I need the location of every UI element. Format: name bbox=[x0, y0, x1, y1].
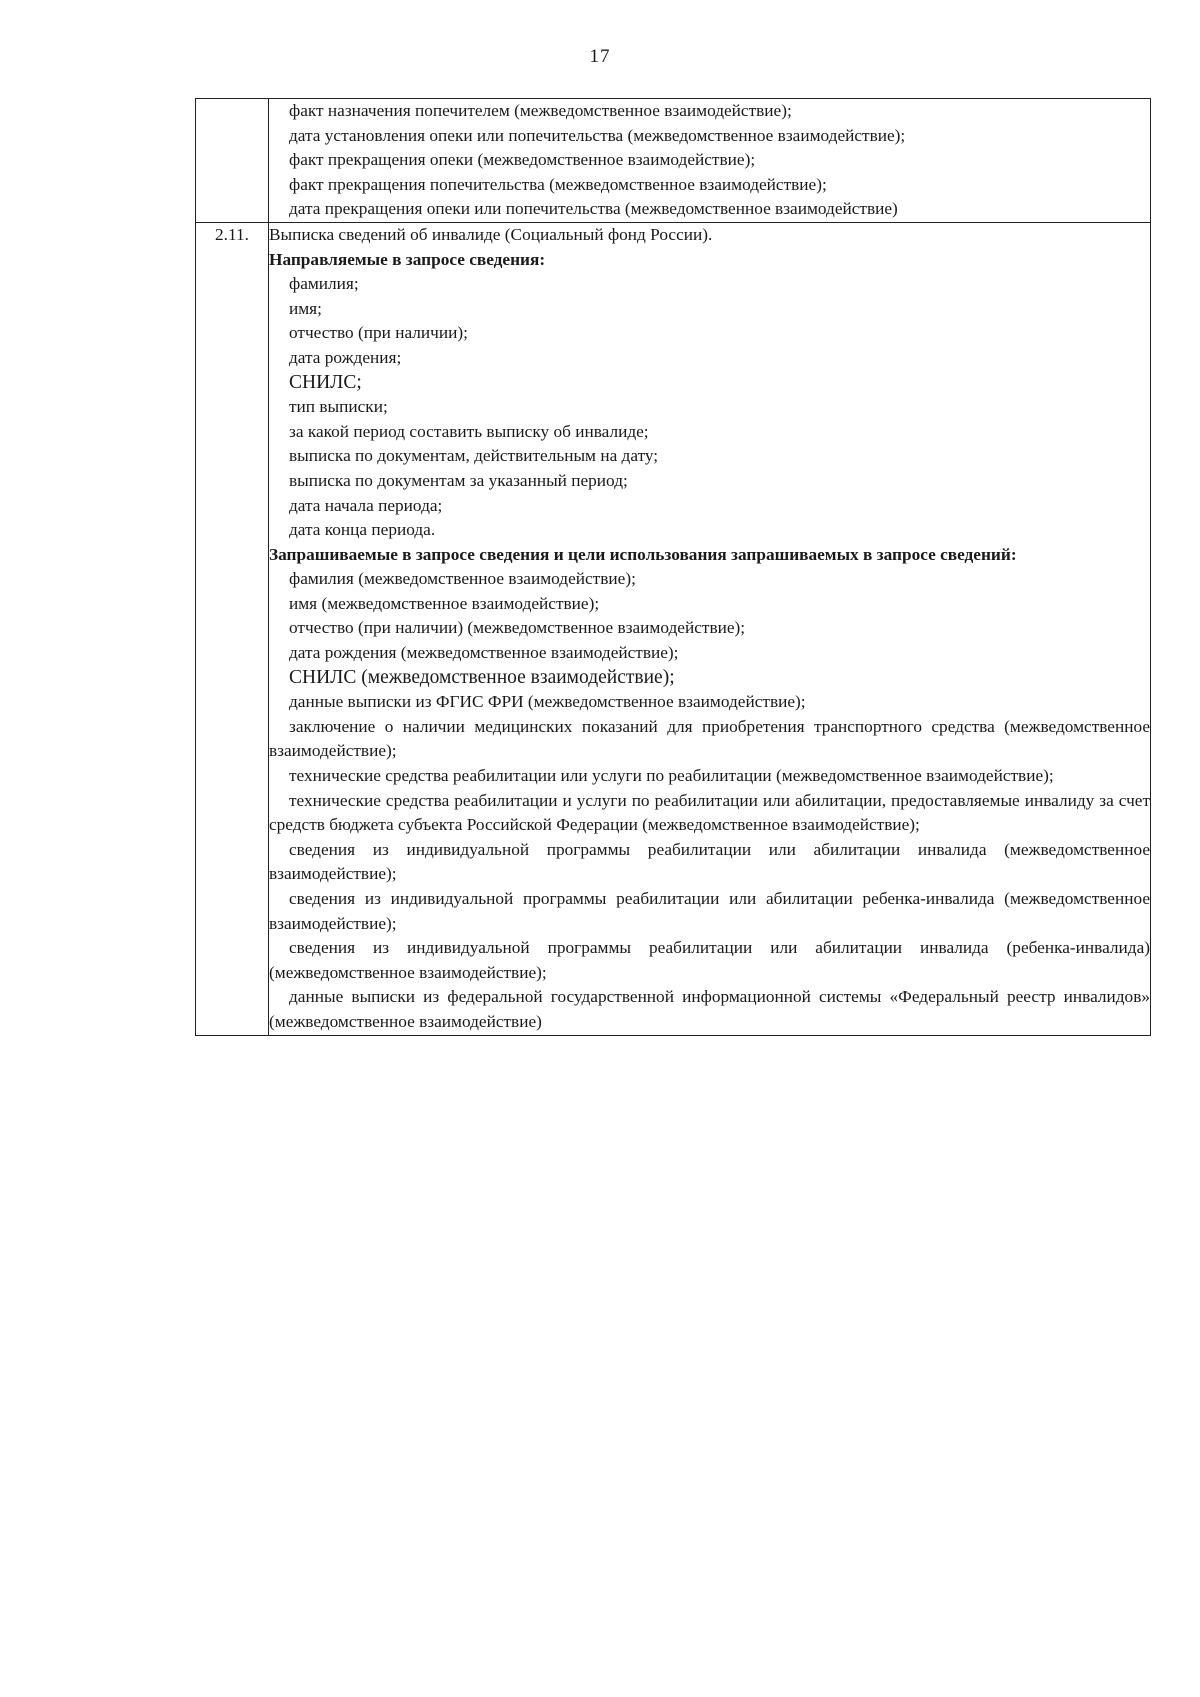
page-number: 17 bbox=[589, 46, 611, 67]
requested-item: дата рождения (межведомственное взаимодействие); bbox=[289, 643, 679, 663]
requested-item: технические средства реабилитации или услуги по реабилитации (межведомственное взаимодействие); bbox=[289, 766, 1054, 786]
requirements-table bbox=[195, 98, 1151, 1036]
requested-item: сведения из индивидуальной программы реабилитации или абилитации инвалида (ребенка-инвалида) (межведомственное взаимодействие); bbox=[269, 938, 1150, 982]
requested-item: фамилия (межведомственное взаимодействие); bbox=[289, 569, 636, 589]
list-item: дата прекращения опеки или попечительства (межведомственное взаимодействие) bbox=[289, 199, 898, 219]
requested-item: данные выписки из федеральной государственной информационной системы «Федеральный реестр инвалидов» (межведомственное взаимодействие) bbox=[269, 987, 1150, 1031]
sent-item: за какой период составить выписку об инвалиде; bbox=[289, 421, 649, 441]
list-item: факт назначения попечителем (межведомственное взаимодействие); bbox=[289, 101, 792, 120]
row-title: Выписка сведений об инвалиде (Социальный фонд России). bbox=[269, 224, 713, 244]
requested-item: отчество (при наличии) (межведомственное взаимодействие); bbox=[289, 618, 746, 638]
requested-item: заключение о наличии медицинских показаний для приобретения транспортного средства (межведомственное взаимодействие); bbox=[269, 716, 1150, 761]
sent-item: дата начала периода; bbox=[289, 495, 443, 515]
sent-heading: Направляемые в запросе сведения: bbox=[269, 249, 546, 269]
requested-item: данные выписки из ФГИС ФРИ (межведомственное взаимодействие); bbox=[289, 692, 806, 712]
sent-item: дата конца периода. bbox=[289, 520, 436, 540]
sent-item: СНИЛС; bbox=[289, 371, 362, 393]
sent-item: выписка по документам за указанный период; bbox=[289, 470, 628, 490]
requested-item: сведения из индивидуальной программы реабилитации или абилитации ребенка-инвалида (межведомственное взаимодействие); bbox=[269, 889, 1150, 933]
table-row bbox=[196, 99, 1151, 223]
requested-item: СНИЛС (межведомственное взаимодействие); bbox=[289, 666, 675, 688]
sent-item: фамилия; bbox=[289, 274, 359, 294]
requested-item: технические средства реабилитации и услуги по реабилитации или абилитации, предоставляемые инвалиду за счет средств бюджета субъекта Российской Федерации (межведомственное взаимодействие); bbox=[269, 790, 1150, 835]
row-number-cell: 2.11. bbox=[196, 222, 269, 1035]
list-item: факт прекращения попечительства (межведомственное взаимодействие); bbox=[289, 174, 827, 194]
list-item: дата установления опеки или попечительства (межведомственное взаимодействие); bbox=[289, 125, 906, 145]
list-item: факт прекращения опеки (межведомственное взаимодействие); bbox=[289, 150, 756, 170]
requested-heading: Запрашиваемые в запросе сведения и цели использования запрашиваемых в запросе сведений: bbox=[269, 544, 1017, 564]
row-content-cell bbox=[269, 222, 1151, 1035]
row-number-cell bbox=[196, 99, 269, 223]
sent-item: дата рождения; bbox=[289, 347, 402, 367]
requested-item: сведения из индивидуальной программы реабилитации или абилитации инвалида (межведомственное взаимодействие); bbox=[269, 839, 1150, 884]
sent-item: выписка по документам, действительным на дату; bbox=[289, 446, 659, 466]
sent-item: отчество (при наличии); bbox=[289, 323, 468, 343]
sent-item: имя; bbox=[289, 298, 322, 318]
sent-item: тип выписки; bbox=[289, 397, 388, 417]
table-row bbox=[196, 222, 1151, 1035]
row-content-cell bbox=[269, 99, 1151, 223]
requested-item: имя (межведомственное взаимодействие); bbox=[289, 593, 600, 613]
